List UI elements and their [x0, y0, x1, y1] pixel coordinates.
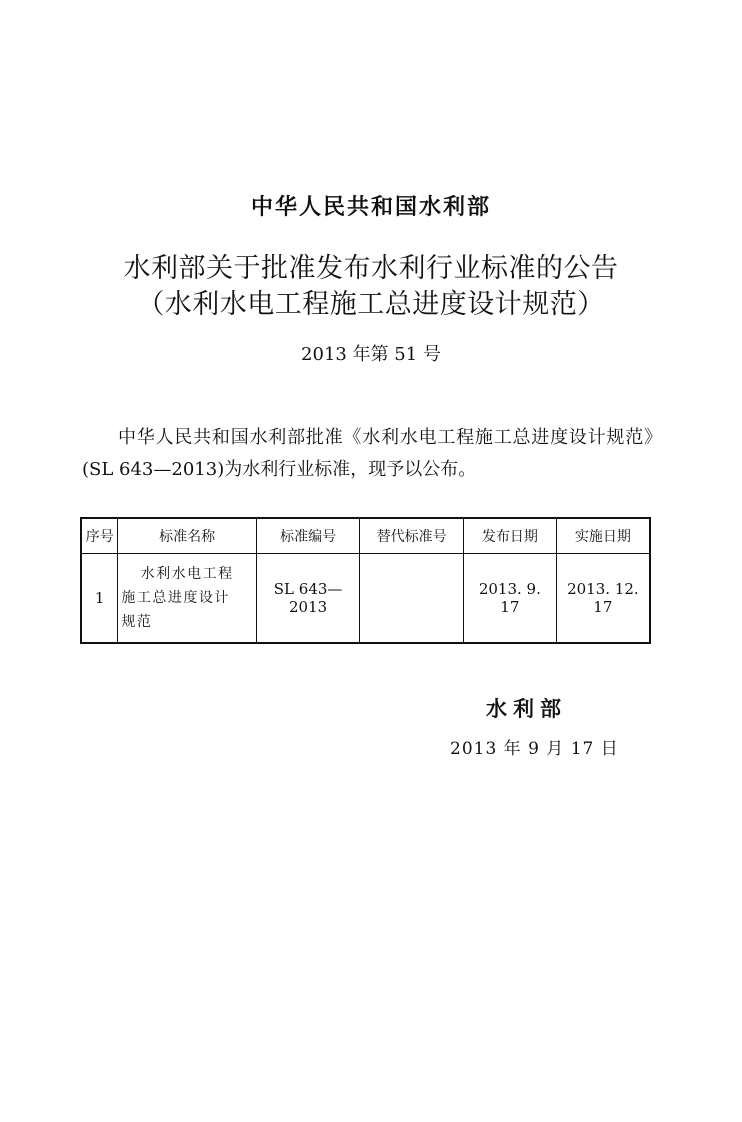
- header-index: 序号: [81, 518, 118, 554]
- standard-name-line: 水利水电工程: [140, 566, 234, 582]
- table-header-row: [81, 518, 650, 554]
- header-replaced-code: 替代标准号: [360, 518, 464, 554]
- announcement-title: 水利部关于批准发布水利行业标准的公告: [123, 253, 619, 284]
- body-paragraph: 中华人民共和国水利部批准《水利水电工程施工总进度设计规范》(SL 643—2013)为水利行业标准，现予以公布。: [82, 427, 662, 480]
- announcement-subtitle: （水利水电工程施工总进度设计规范）: [137, 289, 605, 320]
- standards-table: [80, 517, 651, 644]
- signature-organization: 水利部: [486, 697, 567, 721]
- standard-name-line: 规范: [121, 614, 153, 630]
- cell-release-date: 2013. 9. 17: [463, 554, 556, 644]
- header-effective-date: 实施日期: [556, 518, 650, 554]
- cell-index: 1: [81, 554, 118, 644]
- cell-standard-name: [118, 554, 256, 644]
- ministry-heading: 中华人民共和国水利部: [250, 195, 491, 220]
- cell-replaced-code: [360, 554, 464, 644]
- header-standard-name: 标准名称: [118, 518, 256, 554]
- header-release-date: 发布日期: [463, 518, 556, 554]
- table-row: [81, 554, 650, 644]
- announcement-number: 2013 年第 51 号: [301, 344, 441, 365]
- cell-standard-code: SL 643—2013: [256, 554, 360, 644]
- cell-effective-date: 2013. 12. 17: [556, 554, 650, 644]
- header-standard-code: 标准编号: [256, 518, 360, 554]
- signature-date: 2013 年 9 月 17 日: [450, 739, 619, 759]
- standard-name-line: 施工总进度设计: [121, 590, 230, 606]
